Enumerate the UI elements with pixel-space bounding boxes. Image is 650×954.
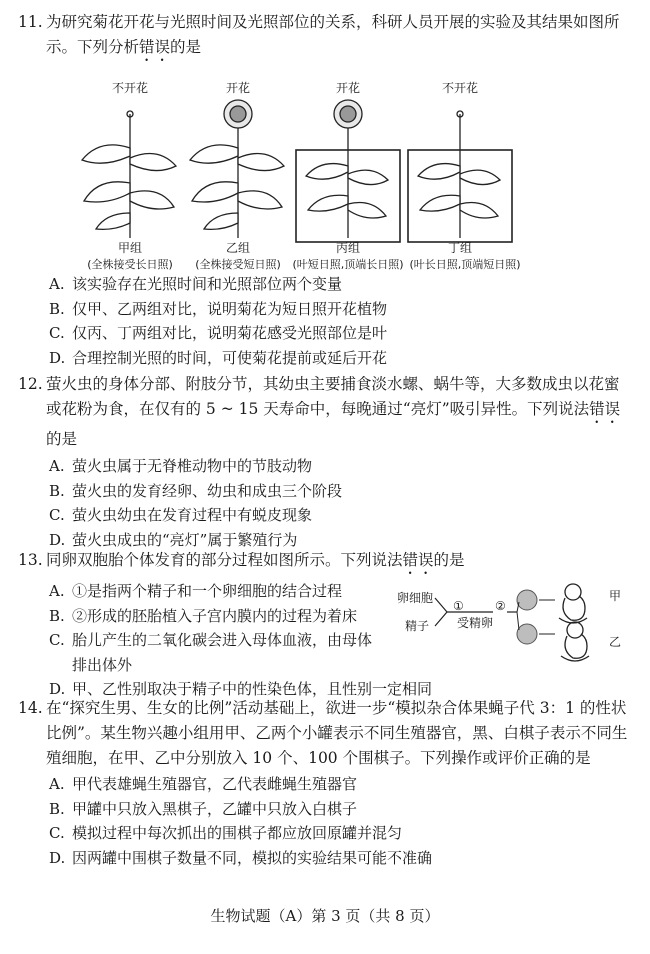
page-footer: 生物试题（A）第 3 页（共 8 页） — [210, 907, 440, 925]
plant-jia-icon — [82, 111, 176, 238]
option-c: C. 仅丙、丁两组对比，说明菊花感受光照部位是叶 — [49, 324, 388, 342]
option-d: D. 合理控制光照的时间，可使菊花提前或延后开花 — [49, 348, 388, 367]
option-d: D. 甲、乙性别取决于精子中的性染色体，且性别一定相同 — [49, 680, 433, 698]
chrysanthemum-figure — [60, 78, 530, 274]
question-stem: 为研究菊花开花与光照时间及光照部位的关系，科研人员开展的实验及其结果如图所示。下列分析错误的是 — [46, 13, 620, 56]
embryo-cluster-icon — [517, 590, 537, 644]
question-number: 13. — [18, 551, 43, 569]
option-d: D. 萤火虫成虫的“亮灯”属于繁殖行为 — [49, 530, 298, 549]
figure-top-label: 开花 — [335, 81, 361, 95]
twin-a-label: 甲 — [609, 589, 622, 603]
option-c: C. 胎儿产生的二氧化碳会进入母体血液，由母体 — [49, 631, 373, 649]
group-name: 甲组 — [117, 241, 143, 255]
question-number: 12. — [18, 375, 43, 393]
emphasis-wrong: 错误 — [139, 38, 171, 56]
emphasis-wrong: 错误 — [589, 400, 621, 418]
plant-yi-icon — [190, 100, 284, 238]
group-name: 丙组 — [335, 241, 361, 255]
sperm-label: 精子 — [405, 619, 430, 633]
question-14 — [18, 696, 634, 870]
question-11-options — [18, 272, 634, 370]
option-d: D. 因两罐中围棋子数量不同，模拟的实验结果可能不准确 — [49, 848, 433, 867]
option-c: C. 萤火虫幼虫在发育过程中有蜕皮现象 — [49, 506, 313, 524]
twin-b-label: 乙 — [609, 635, 622, 649]
option-c-continued: 排出体外 — [72, 655, 133, 674]
option-a: A. ①是指两个精子和一个卵细胞的结合过程 — [49, 582, 343, 600]
plant-bing-icon — [296, 100, 400, 242]
group-name: 丁组 — [447, 241, 473, 255]
question-number: 11. — [18, 13, 43, 31]
question-12 — [18, 372, 634, 552]
question-stem: 萤火虫的身体分部、附肢分节，其幼虫主要捕食淡水螺、蜗牛等，大多数成虫以花蜜或花粉为食，在仅有的 5 ~ 15 天寿命中，每晚通过“亮灯”吸引异性。下列说法错误的是 — [46, 375, 621, 448]
question-number: 14. — [18, 699, 43, 717]
group-name: 乙组 — [225, 241, 251, 255]
option-b: B. 仅甲、乙两组对比，说明菊花为短日照开花植物 — [49, 299, 388, 318]
option-b: B. ②形成的胚胎植入子宫内膜内的过程为着床 — [49, 606, 358, 625]
option-a: A. 该实验存在光照时间和光照部位两个变量 — [49, 275, 343, 293]
zygote-label: 受精卵 — [457, 616, 494, 630]
option-b: B. 萤火虫的发育经卵、幼虫和成虫三个阶段 — [49, 481, 343, 500]
question-11 — [18, 10, 634, 65]
option-b: B. 甲罐中只放入黑棋子，乙罐中只放入白棋子 — [49, 799, 358, 818]
option-a: A. 甲代表雄蝇生殖器官，乙代表雌蝇生殖器官 — [49, 775, 358, 793]
fetus-yi-icon — [561, 622, 589, 661]
step-two-label: ② — [495, 599, 506, 613]
option-c: C. 模拟过程中每次抓出的围棋子都应放回原罐并混匀 — [49, 824, 403, 842]
group-note: (全株接受长日照) — [87, 258, 173, 271]
group-note: (全株接受短日照) — [195, 258, 281, 271]
twin-development-figure — [395, 582, 635, 672]
step-one-label: ① — [453, 599, 464, 613]
egg-label: 卵细胞 — [397, 591, 434, 605]
question-stem: 同卵双胞胎个体发育的部分过程如图所示。下列说法错误的是 — [46, 551, 465, 569]
emphasis-wrong: 错误 — [402, 551, 434, 569]
group-note: (叶长日照,顶端短日照) — [409, 258, 521, 271]
plant-ding-icon — [408, 111, 512, 242]
figure-top-label: 开花 — [225, 81, 251, 95]
figure-top-label: 不开花 — [441, 81, 479, 95]
fetus-jia-icon — [559, 584, 587, 623]
figure-top-label: 不开花 — [111, 81, 149, 95]
question-stem: 在“探究生男、生女的比例”活动基础上，欲进一步“模拟杂合体果蝇子代 3：1 的性状比例”。某生物兴趣小组用甲、乙两个小罐表示不同生殖器官，黑、白棋子表示不同生殖细胞，在甲、乙中分别放入 10 个、100 个围棋子。下列操作或评价正确的是 — [46, 699, 628, 767]
group-note: (叶短日照,顶端长日照) — [292, 258, 404, 271]
option-a: A. 萤火虫属于无脊椎动物中的节肢动物 — [49, 457, 313, 475]
